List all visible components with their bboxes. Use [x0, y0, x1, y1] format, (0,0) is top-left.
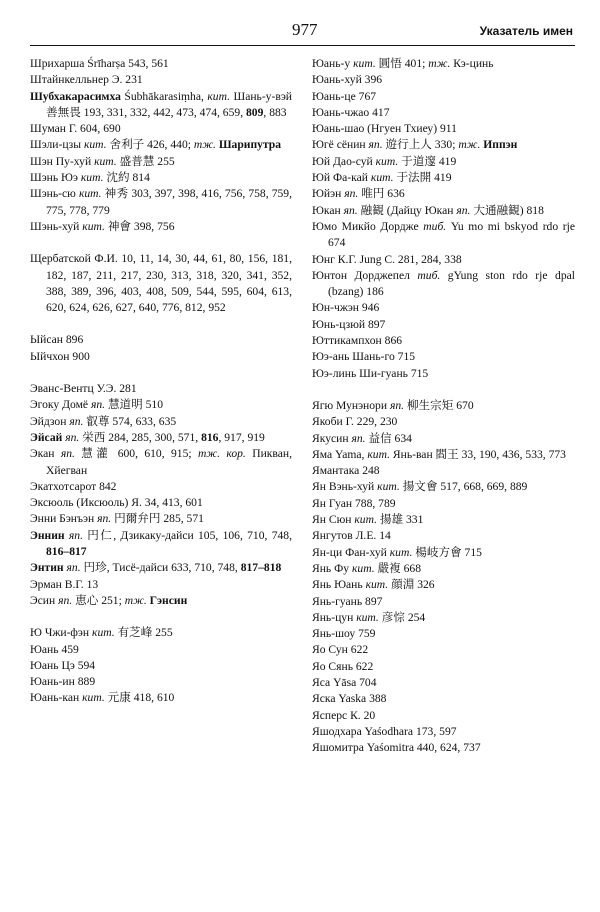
- index-entry-segment: Юй Фа-кай: [312, 171, 371, 185]
- index-entry-segment: gYung ston rdo rje dpal (bzang) 186: [328, 268, 575, 299]
- index-entry-segment: Энтин: [30, 561, 64, 575]
- index-column-left: [30, 56, 292, 707]
- index-entry-segment: Щербатской Ф.И. 10, 11, 14, 30, 44, 61, 80, 156, 181, 182, 187, 211, 217, 230, 313, 318, 320, 341, 352, 388, 389, 396, 403, 408, 509, 544, 595, 604, 613, 620, 624, 626, 627, 640, 776, 812, 952: [30, 252, 292, 315]
- index-entry-segment: Ямантака 248: [312, 464, 380, 478]
- index-entry: [312, 431, 575, 447]
- index-entry-segment: 唯円 636: [358, 187, 405, 201]
- index-entry-segment: 大通融観) 818: [470, 203, 544, 217]
- index-entry-segment: Янь-ван 閻王 33, 190, 436, 533, 773: [390, 447, 566, 461]
- index-entry-segment: 柳生宗矩 670: [404, 398, 474, 412]
- index-entry-segment: 栄西 284, 285, 300, 571,: [79, 430, 202, 444]
- index-entry-segment: яп.: [344, 187, 359, 201]
- index-entry-segment: кит.: [367, 447, 390, 461]
- letter-group-gap: [30, 609, 292, 625]
- index-entry-segment: Янь-шоу 759: [312, 627, 376, 641]
- index-entry-segment: Эйдзон: [30, 414, 70, 428]
- index-entry-segment: кит.: [389, 545, 413, 559]
- index-entry-segment: Кэ-цинь: [450, 57, 494, 70]
- index-entry: [30, 658, 292, 674]
- index-entry-segment: 816: [201, 430, 219, 444]
- index-entry: [312, 349, 575, 365]
- index-entry-segment: 円仁, Дзикаку-дайси 105, 106, 710, 748,: [82, 528, 292, 542]
- index-entry-segment: Янь-цун: [312, 610, 357, 624]
- letter-group-gap: [30, 235, 292, 251]
- index-entry-segment: Ян-ци Фан-хуй: [312, 545, 390, 559]
- index-entry: [312, 366, 575, 382]
- index-entry-segment: кит.: [375, 154, 399, 168]
- index-entry-segment: яп.: [68, 528, 83, 542]
- index-entry-segment: Шань-у-вэй 善無畏 193, 331, 332, 442, 473, 474, 659,: [46, 89, 292, 119]
- index-entry-segment: тж.: [458, 138, 481, 152]
- page-number: 977: [292, 20, 318, 39]
- index-entry-segment: тиб.: [423, 219, 447, 233]
- index-entry-segment: кит.: [83, 138, 107, 152]
- index-entry: [30, 479, 292, 495]
- index-entry-segment: Ягю Мунэнори: [312, 398, 390, 412]
- index-entry: [30, 446, 292, 479]
- letter-group-gap: [312, 382, 575, 398]
- index-entry-segment: Энни Бэнъэн: [30, 512, 98, 526]
- index-entry-segment: яп.: [65, 430, 80, 444]
- index-entry-segment: , 883: [263, 105, 287, 119]
- index-entry-segment: Янгутов Л.Е. 14: [312, 529, 391, 543]
- index-entry-segment: Эксюоль (Иксюоль) Я. 34, 413, 601: [30, 496, 203, 510]
- index-entry: [312, 268, 575, 301]
- index-entry-segment: Ю Чжи-фэн: [30, 626, 93, 640]
- index-entry-segment: Ян Вэнь-хуй: [312, 480, 378, 494]
- index-entry: [312, 675, 575, 691]
- index-entry-segment: кит.: [82, 219, 105, 233]
- index-entry-segment: кит.: [353, 57, 376, 70]
- index-entry-segment: тж.: [124, 593, 147, 607]
- index-entry-segment: Эванс-Вентц У.Э. 281: [30, 382, 137, 396]
- index-entry: [30, 72, 292, 88]
- index-entry-segment: 円爾弁円 285, 571: [111, 512, 204, 526]
- index-entry-segment: Эйсай: [30, 430, 63, 444]
- index-entry-segment: 舍利子 426, 440;: [106, 138, 194, 152]
- index-entry-segment: 円珍, Тисё-дайси 633, 710, 748,: [80, 561, 241, 575]
- index-entry-segment: Янь-гуань 897: [312, 594, 383, 608]
- index-entry-segment: Яска Yaska 388: [312, 692, 387, 706]
- index-entry: [312, 154, 575, 170]
- index-entry: [312, 659, 575, 675]
- index-entry-segment: яп.: [343, 203, 358, 217]
- index-entry-segment: Иппэн: [483, 138, 518, 152]
- index-entry-segment: Пикван, Хйегван: [46, 447, 292, 477]
- index-entry-segment: Юань-хуй 396: [312, 73, 383, 87]
- index-entry-segment: 有芝峰 255: [114, 626, 173, 640]
- index-entry-segment: яп.: [90, 398, 106, 412]
- index-entry-segment: Шрихарша Śrīharṣa 543, 561: [30, 57, 169, 70]
- index-entry-segment: 慧灌 600, 610, 915;: [74, 447, 198, 461]
- index-entry: [30, 251, 292, 316]
- index-entry-segment: 楊岐方會 715: [412, 545, 482, 559]
- index-entry-segment: кит.: [82, 691, 105, 705]
- index-entry-segment: Яса Yāsa 704: [312, 675, 377, 689]
- index-entry-segment: Яо Сун 622: [312, 643, 369, 657]
- index-entry-segment: кит.: [94, 154, 117, 168]
- index-entry: [312, 398, 575, 414]
- index-entry: [312, 577, 575, 593]
- index-entry-segment: Юань-ин 889: [30, 675, 96, 689]
- index-entry: [312, 479, 575, 495]
- index-entry: [312, 528, 575, 544]
- index-entry-segment: яп.: [60, 447, 75, 461]
- index-entry: [312, 219, 575, 252]
- index-entry: [30, 154, 292, 170]
- index-entry-segment: Юттикампхон 866: [312, 334, 403, 348]
- index-entry-segment: кит.: [351, 561, 375, 575]
- index-entry-segment: Шэн Пу-хуй: [30, 154, 95, 168]
- index-entry-segment: кит.: [78, 187, 102, 201]
- index-entry-segment: Югё сёнин: [312, 138, 369, 152]
- index-entry-segment: кит.: [92, 626, 115, 640]
- index-entry-segment: яп.: [69, 414, 84, 428]
- index-entry-segment: Эгоку Домё: [30, 398, 91, 412]
- letter-group-gap: [30, 316, 292, 332]
- index-entry: [312, 463, 575, 479]
- index-entry-segment: Шэнь-хуй: [30, 219, 83, 233]
- index-entry: [312, 691, 575, 707]
- index-entry-segment: Янь Юань: [312, 578, 366, 592]
- index-entry-segment: 圓悟 401;: [375, 57, 429, 70]
- index-column-right: [312, 56, 575, 756]
- index-entry: [312, 594, 575, 610]
- index-entry: [30, 430, 292, 446]
- index-entry-segment: Шарипутра: [218, 138, 282, 152]
- index-entry: [30, 186, 292, 219]
- index-entry: [312, 186, 575, 202]
- index-entry-segment: Эрман В.Г. 13: [30, 577, 99, 591]
- index-entry-segment: Юнь-цзюй 897: [312, 317, 386, 331]
- index-entry-segment: Шуман Г. 604, 690: [30, 122, 121, 136]
- index-entry: [312, 252, 575, 268]
- index-entry: [312, 317, 575, 333]
- index-entry-segment: Ян Гуан 788, 789: [312, 496, 396, 510]
- index-entry-segment: Шэнь-сю: [30, 187, 79, 201]
- index-entry-segment: Юань-це 767: [312, 89, 377, 103]
- running-title: Указатель имен: [479, 24, 573, 38]
- index-entry-segment: 揚雄 331: [376, 513, 424, 527]
- index-entry-segment: кит.: [356, 610, 379, 624]
- index-entry-segment: Юмо Микйо Дордже: [312, 219, 424, 233]
- index-entry: [312, 333, 575, 349]
- index-entry: [312, 137, 575, 153]
- index-entry-segment: кит.: [80, 171, 104, 185]
- index-entry-segment: тж.: [428, 57, 451, 70]
- index-entry-segment: Эннин: [30, 528, 65, 542]
- index-entry: [312, 447, 575, 463]
- index-entry: [312, 56, 575, 72]
- index-entry-segment: Штайнкелльнер Э. 231: [30, 73, 143, 87]
- index-entry-segment: Юэ-ань Шань-го 715: [312, 350, 416, 364]
- index-entry-segment: 揚文會 517, 668, 669, 889: [399, 480, 528, 494]
- index-entry: [312, 414, 575, 430]
- index-entry-segment: Юнг К.Г. Jung C. 281, 284, 338: [312, 252, 462, 266]
- index-entry: [312, 545, 575, 561]
- index-entry-segment: 于法開 419: [393, 171, 452, 185]
- index-entry-segment: яп.: [351, 431, 366, 445]
- index-entry-segment: Śubhākarasiṃha,: [120, 89, 208, 103]
- index-entry-segment: тж.: [197, 447, 220, 461]
- index-entry-segment: , 917, 919: [218, 430, 265, 444]
- index-entry-segment: 益信 634: [365, 431, 412, 445]
- index-entry-segment: 817–818: [240, 561, 282, 575]
- index-entry-segment: 于道邃 419: [398, 154, 457, 168]
- index-entry-segment: 慧道明 510: [105, 398, 164, 412]
- index-entry-segment: кор.: [226, 447, 246, 461]
- index-entry-segment: 嚴複 668: [374, 561, 422, 575]
- index-entry-segment: кит.: [354, 513, 377, 527]
- header-rule: [30, 45, 575, 46]
- index-entry-segment: Юань Цэ 594: [30, 658, 96, 672]
- index-entry-segment: Юнтон Дорджепел: [312, 268, 418, 282]
- index-entry: [312, 203, 575, 219]
- index-entry-segment: тиб.: [417, 268, 441, 282]
- index-entry: [30, 381, 292, 397]
- index-entry-segment: Юань-шао (Нгуен Тхиеу) 911: [312, 122, 457, 136]
- index-entry-segment: Юйэн: [312, 187, 345, 201]
- index-entry-segment: 盛普慧 255: [116, 154, 175, 168]
- index-entry-segment: Якоби Г. 229, 230: [312, 415, 398, 429]
- index-entry: [30, 137, 292, 153]
- index-entry: [312, 121, 575, 137]
- index-entry-segment: Яо Сянь 622: [312, 659, 374, 673]
- index-entry-segment: Гэнсин: [149, 593, 188, 607]
- index-entry-segment: Яшодхара Yaśodhara 173, 597: [312, 724, 457, 738]
- index-entry-segment: Юань 459: [30, 642, 79, 656]
- index-entry-segment: 神秀 303, 397, 398, 416, 756, 758, 759, 775, 778, 779: [46, 187, 292, 217]
- index-entry: [312, 724, 575, 740]
- index-entry-segment: Шэли-цзы: [30, 138, 84, 152]
- index-entry: [312, 561, 575, 577]
- index-entry: [30, 397, 292, 413]
- index-entry-segment: Yu mo mi bskyod rdo rje 674: [328, 219, 575, 250]
- index-entry: [312, 740, 575, 756]
- index-entry-segment: Якусин: [312, 431, 352, 445]
- index-entry-segment: Ыйчхон 900: [30, 349, 90, 363]
- index-entry-segment: яп.: [97, 512, 112, 526]
- index-entry-segment: Юй Дао-суй: [312, 154, 376, 168]
- index-entry: [30, 349, 292, 365]
- page-header: [30, 20, 575, 44]
- index-entry-segment: яп.: [368, 138, 383, 152]
- index-entry: [30, 121, 292, 137]
- index-entry-segment: 816–817: [46, 545, 87, 559]
- index-entry: [312, 105, 575, 121]
- index-entry-segment: тж.: [193, 138, 216, 152]
- index-entry-segment: Янь Фу: [312, 561, 352, 575]
- index-entry-segment: 遊行上人 330;: [382, 138, 459, 152]
- index-entry-segment: 顔淵 326: [388, 578, 435, 592]
- index-entry-segment: Юань-кан: [30, 691, 83, 705]
- index-entry-segment: Ян Сюн: [312, 513, 355, 527]
- index-entry: [30, 414, 292, 430]
- index-entry: [312, 496, 575, 512]
- index-entry-segment: Экан: [30, 447, 61, 461]
- index-entry: [312, 642, 575, 658]
- index-entry-segment: яп.: [389, 398, 405, 412]
- index-entry-segment: яп.: [456, 203, 471, 217]
- index-entry-segment: Шубхакарасимха: [30, 89, 121, 103]
- index-entry: [312, 610, 575, 626]
- index-entry: [312, 170, 575, 186]
- index-entry-segment: 彦悰 254: [378, 610, 426, 624]
- index-entry-segment: Эсин: [30, 593, 59, 607]
- index-entry-segment: 元康 418, 610: [104, 691, 175, 705]
- index-entry: [30, 89, 292, 122]
- index-entry: [312, 708, 575, 724]
- index-entry-segment: Шэнь Юэ: [30, 171, 81, 185]
- index-entry: [30, 642, 292, 658]
- index-entry-segment: Юкан: [312, 203, 344, 217]
- index-entry: [30, 625, 292, 641]
- index-entry-segment: кит.: [370, 171, 394, 185]
- index-entry-segment: Юн-чжэн 946: [312, 301, 380, 315]
- index-entry-segment: Юань-чжао 417: [312, 105, 390, 119]
- index-entry-segment: 恵心 251;: [72, 593, 125, 607]
- index-entry-segment: 809: [246, 105, 264, 119]
- index-entry: [30, 56, 292, 72]
- index-entry: [312, 300, 575, 316]
- index-entry: [30, 593, 292, 609]
- index-entry-segment: Яма Yama,: [312, 447, 368, 461]
- index-entry-segment: 神會 398, 756: [104, 219, 175, 233]
- index-entry: [30, 528, 292, 561]
- index-entry-segment: 沈約 814: [103, 171, 150, 185]
- index-entry-segment: кит.: [365, 578, 389, 592]
- index-entry: [30, 170, 292, 186]
- index-entry: [30, 690, 292, 706]
- index-entry-segment: яп.: [58, 593, 73, 607]
- letter-group-gap: [30, 365, 292, 381]
- index-entry: [30, 674, 292, 690]
- index-entry: [312, 512, 575, 528]
- index-entry-segment: Юэ-линь Ши-гуань 715: [312, 366, 429, 380]
- index-entry-segment: яп.: [66, 561, 81, 575]
- index-entry: [30, 560, 292, 576]
- index-entry-segment: Ясперс К. 20: [312, 708, 376, 722]
- index-entry-segment: Юань-у: [312, 57, 354, 70]
- index-entry-segment: Яшомитра Yaśomitra 440, 624, 737: [312, 741, 481, 755]
- index-entry: [30, 495, 292, 511]
- index-entry: [30, 219, 292, 235]
- index-entry-segment: кит.: [377, 480, 400, 494]
- index-entry: [312, 72, 575, 88]
- index-entry-segment: кит.: [207, 89, 231, 103]
- index-entry: [312, 626, 575, 642]
- index-entry: [30, 511, 292, 527]
- index-entry: [312, 89, 575, 105]
- index-entry-segment: 叡尊 574, 633, 635: [83, 414, 177, 428]
- index-entry: [30, 332, 292, 348]
- index-entry-segment: 融観 (Дайцу Юкан: [357, 203, 457, 217]
- index-entry-segment: Экатхотсарот 842: [30, 479, 117, 493]
- index-entry-segment: Ыйсан 896: [30, 333, 84, 347]
- index-entry: [30, 577, 292, 593]
